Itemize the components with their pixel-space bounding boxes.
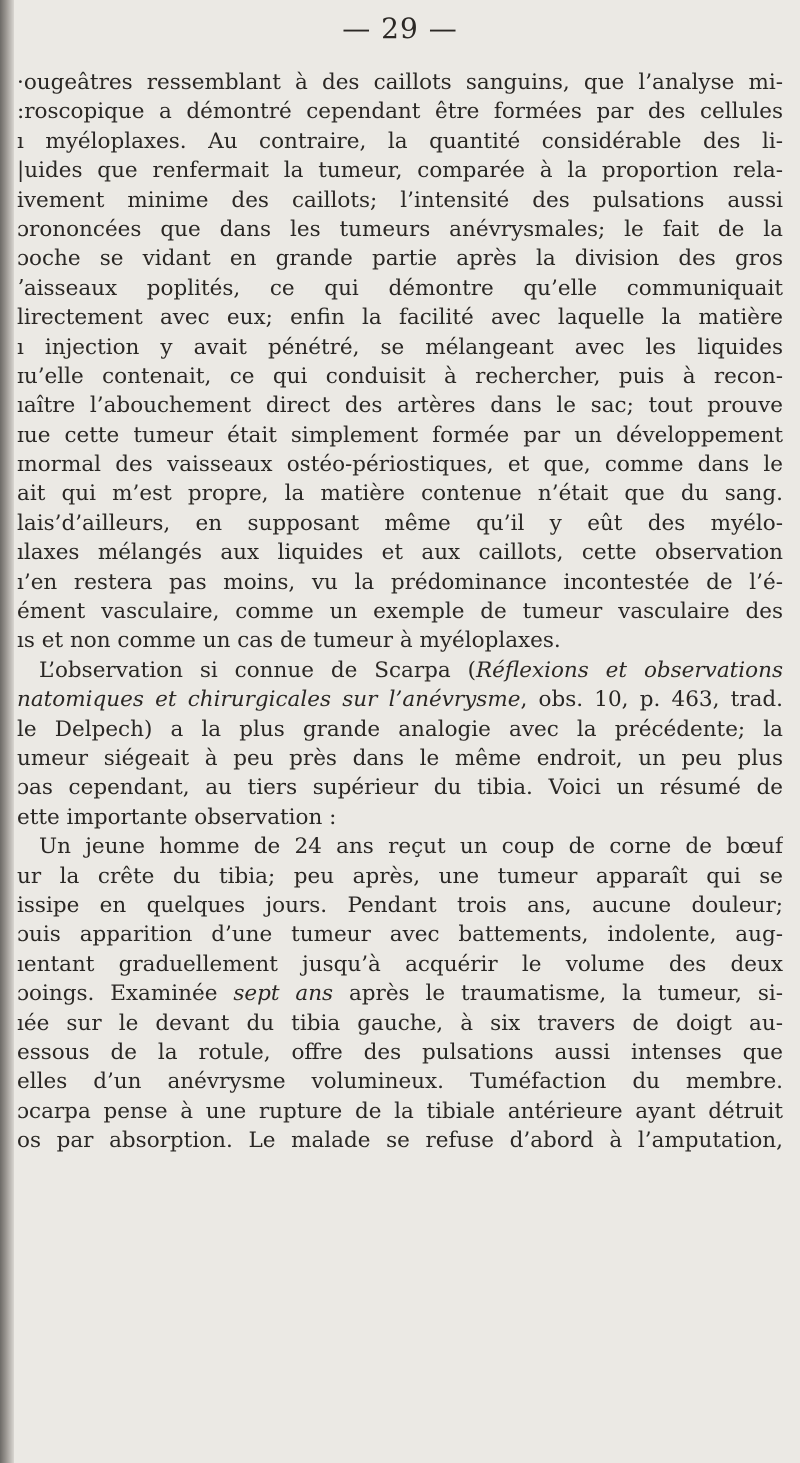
- page-number: — 29 —: [342, 12, 458, 45]
- text-line: ivement minime des caillots; l’intensité des pulsations aussi: [17, 187, 783, 213]
- text-segment: , obs. 10, p. 463, trad.: [520, 687, 783, 713]
- text-line: ɔcarpa pense à une rupture de la tibiale antérieure ayant détruit: [17, 1098, 783, 1124]
- text-line: ɔas cependant, au tiers supérieur du tibia. Voici un résumé de: [17, 775, 783, 801]
- text-line: issipe en quelques jours. Pendant trois ans, aucune douleur;: [17, 892, 783, 918]
- text-line: ıentant graduellement jusqu’à acquérir le volume des deux: [17, 951, 783, 977]
- text-line: le Delpech) a la plus grande analogie avec la précédente; la: [17, 716, 783, 742]
- text-line: ait qui m’est propre, la matière contenue n’était que du sang.: [17, 481, 783, 507]
- text-line: ɔoche se vidant en grande partie après la division des gros: [17, 246, 783, 272]
- text-segment: ɔoings. Examinée: [17, 981, 234, 1007]
- text-line-sept-ans: [17, 979, 783, 1008]
- text-line: umeur siégeait à peu près dans le même endroit, un peu plus: [17, 745, 783, 771]
- italic-title: Réflexions et observations: [475, 657, 783, 683]
- text-line: ément vasculaire, comme un exemple de tumeur vasculaire des: [17, 599, 783, 625]
- text-line: ı injection y avait pénétré, se mélangeant avec les liquides: [17, 334, 783, 360]
- text-segment: après le traumatisme, la tumeur, si-: [333, 981, 783, 1007]
- text-line: ɔrononcées que dans les tumeurs anévrysmales; le fait de la: [17, 216, 783, 242]
- italic-emphasis: sept ans: [233, 981, 334, 1007]
- text-line: ɪnormal des vaisseaux ostéo-périostiques, et que, comme dans le: [17, 452, 783, 478]
- text-line: :roscopique a démontré cependant être formées par des cellules: [17, 99, 783, 125]
- text-line: ette importante observation :: [17, 804, 337, 830]
- binding-gutter: [0, 0, 14, 1463]
- text-line: elles d’un anévrysme volumineux. Tuméfaction du membre.: [17, 1069, 783, 1095]
- text-line: lirectement avec eux; enfin la facilité avec laquelle la matière: [17, 305, 783, 331]
- text-line: ı myéloplaxes. Au contraire, la quantité considérable des li-: [17, 128, 783, 154]
- text-line: |uides que renfermait la tumeur, comparée à la proportion rela-: [17, 158, 783, 184]
- text-line: ıée sur le devant du tibia gauche, à six travers de doigt au-: [17, 1010, 783, 1036]
- italic-title: natomiques et chirurgicales sur l’anévrysme: [17, 687, 521, 713]
- text-line: ·ougeâtres ressemblant à des caillots sanguins, que l’analyse mi-: [17, 70, 783, 95]
- text-line: ıaître l’abouchement direct des artères dans le sac; tout prouve: [17, 393, 783, 419]
- text-line: ıs et non comme un cas de tumeur à myéloplaxes.: [17, 628, 561, 654]
- text-line: lais’d’ailleurs, en supposant même qu’il y eût des myélo-: [17, 510, 783, 536]
- text-line-scarpa-reference: [17, 656, 783, 685]
- text-line: ɔuis apparition d’une tumeur avec battements, indolente, aug-: [17, 922, 783, 948]
- text-line: os par absorption. Le malade se refuse d’abord à l’amputation,: [17, 1128, 783, 1154]
- body-text: [17, 68, 783, 1155]
- text-line: ɪue cette tumeur était simplement formée par un développement: [17, 422, 783, 448]
- text-line-scarpa-reference: [17, 685, 783, 714]
- text-line: essous de la rotule, offre des pulsations aussi intenses que: [17, 1039, 783, 1065]
- text-line: ɪu’elle contenait, ce qui conduisit à rechercher, puis à recon-: [17, 363, 783, 389]
- text-line: ur la crête du tibia; peu après, une tumeur apparaît qui se: [17, 863, 783, 889]
- text-line: ʼaisseaux poplités, ce qui démontre qu’elle communiquait: [17, 275, 783, 301]
- text-line: ı’en restera pas moins, vu la prédominance incontestée de l’é-: [17, 569, 783, 595]
- text-segment: L’observation si connue de Scarpa (: [39, 657, 476, 683]
- text-line: Un jeune homme de 24 ans reçut un coup de corne de bœuf: [39, 834, 783, 860]
- text-line: ılaxes mélangés aux liquides et aux caillots, cette observation: [17, 540, 783, 566]
